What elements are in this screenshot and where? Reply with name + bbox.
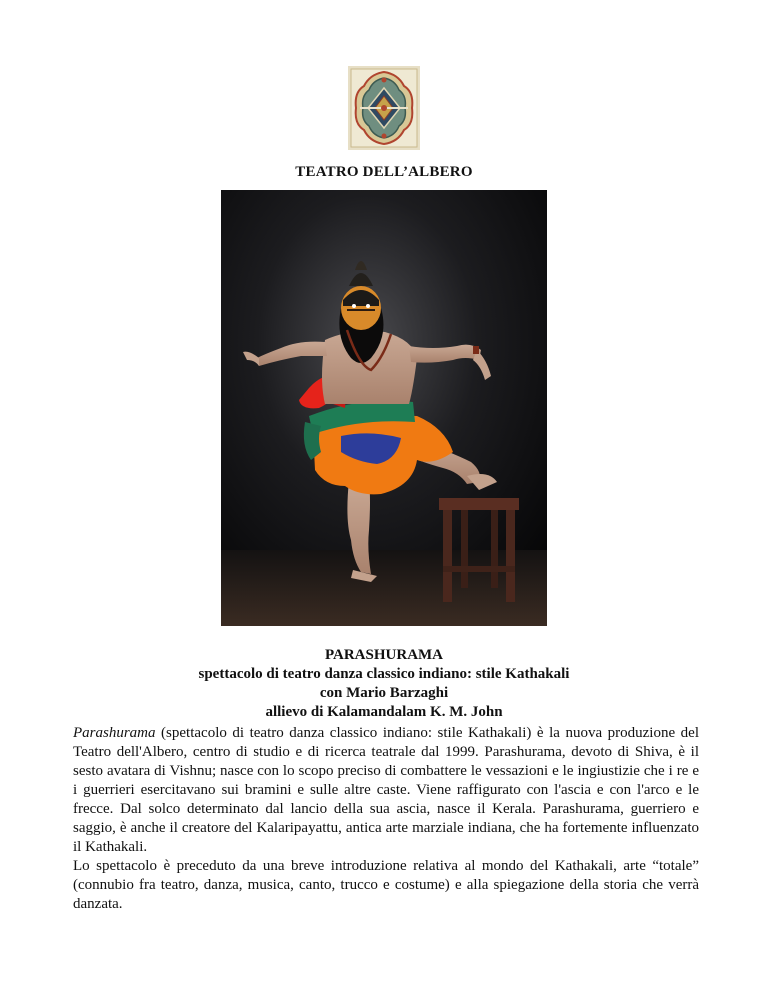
title-italic: Parashurama <box>73 725 156 741</box>
teacher-credit: allievo di Kalamandalam K. M. John <box>265 704 503 720</box>
performer-photo <box>221 190 547 626</box>
paragraph-1-text: (spettacolo di teatro danza classico indiano: stile Kathakali) è la nuova produzione del Teatro dell'Albero, centro di studio e di ricerca teatrale dal 1999. Parashurama, devoto di Shiva, è il sesto avatara di Vishnu; nasce con lo scopo preciso di combattere le vessazioni e le ingiustizie che i re e i guerrieri esercitavano sui bramini e sulle altre caste. Viene raffigurato con l'ascia e con l'arco e le frecce. Dal solco determinato dal lancio della sua ascia, nasce il Kerala. Parashurama, guerriero e saggio, è anche il creatore del Kalaripayattu, antica arte marziale indiana, che ha fortemente influenzato il Kathakali. <box>73 725 699 855</box>
description-text <box>73 724 699 914</box>
teatro-logo-emblem <box>348 66 420 150</box>
performance-subtitle: spettacolo di teatro danza classico indiano: stile Kathakali <box>198 666 570 682</box>
description-paragraph-1 <box>73 724 699 857</box>
organization-title: TEATRO DELL’ALBERO <box>295 164 473 180</box>
performance-title: PARASHURAMA <box>324 647 444 663</box>
description-paragraph-2: Lo spettacolo è preceduto da una breve introduzione relativa al mondo del Kathakali, arte “totale” (connubio fra teatro, danza, musica, canto, trucco e costume) e alla spiegazione della storia che verrà danzata. <box>73 858 699 912</box>
performer-credit: con Mario Barzaghi <box>319 685 449 701</box>
performance-heading <box>0 646 768 722</box>
